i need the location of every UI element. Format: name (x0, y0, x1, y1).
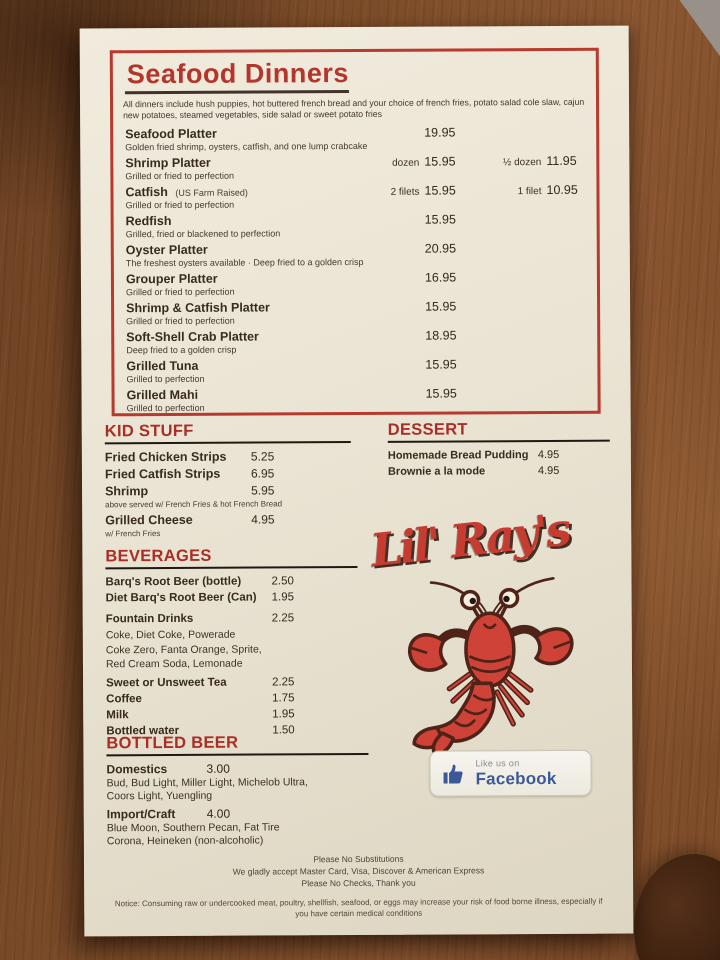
price2-label: 1 filet (517, 185, 542, 197)
item-name: Shrimp (105, 484, 149, 499)
item-price: 15.95 (424, 154, 456, 169)
menu-item (106, 674, 358, 689)
price-label: 2 filets (390, 186, 420, 198)
item-price: 15.95 (425, 357, 457, 372)
footer-line-checks: Please No Checks, Thank you (301, 877, 416, 889)
section-underline (105, 566, 357, 569)
item-name: Catfish (125, 184, 168, 199)
kid-item-list (105, 449, 351, 538)
menu-item (105, 466, 351, 482)
item-description: above served w/ French Fries & hot French Bread (105, 499, 283, 510)
menu-item (106, 590, 358, 605)
item-name: Fountain Drinks (105, 612, 194, 626)
section-title-seafood-dinners: Seafood Dinners (126, 58, 349, 90)
price-label (321, 368, 425, 369)
health-notice: Notice: Consuming raw or undercooked meat, poultry, shellfish, seafood, or eggs may increase your risk of food borne illness, especially if you have certain medical conditions (114, 896, 603, 919)
menu-page (80, 26, 634, 937)
item-name: Diet Barq's Root Beer (Can) (105, 591, 257, 605)
price-label (322, 397, 426, 398)
item-price: 4.95 (251, 512, 275, 527)
price-label (321, 252, 425, 253)
section-underline (105, 441, 351, 444)
item-description: Grilled or fried to perfection (125, 199, 235, 210)
price-label (320, 136, 424, 137)
menu-item (107, 806, 369, 847)
item-description: Golden fried shrimp, oysters, catfish, and one lump crabcake (125, 140, 368, 152)
beverage-bottom-list (106, 674, 358, 737)
item-description: The freshest oysters available · Deep fried to a golden crisp (125, 256, 364, 268)
beverage-top-list (105, 574, 357, 605)
item-price: 4.95 (537, 448, 560, 462)
menu-item (105, 449, 351, 465)
menu-item (105, 512, 351, 538)
item-name: Soft-Shell Crab Platter (126, 329, 259, 344)
section-title-beverages: BEVERAGES (105, 546, 212, 566)
menu-item (126, 298, 591, 325)
facebook-wordmark: Facebook (475, 768, 557, 789)
menu-item (127, 385, 592, 412)
item-price: 2.50 (271, 575, 294, 588)
item-name: Import/Craft (106, 806, 176, 822)
item-name: Grouper Platter (125, 271, 218, 286)
section-underline (388, 440, 610, 443)
item-price: 15.95 (425, 299, 457, 314)
logo-script-text: Lil' Ray's (368, 502, 571, 578)
item-price: 2.25 (272, 675, 295, 688)
item-name: Sweet or Unsweet Tea (106, 676, 227, 689)
menu-item (125, 124, 590, 151)
menu-item (388, 448, 610, 463)
menu-item (126, 269, 591, 296)
item-name: Shrimp & Catfish Platter (126, 300, 270, 315)
item-description: Grilled or fried to perfection (125, 170, 234, 181)
menu-item (106, 690, 358, 705)
item-name: Grilled Cheese (105, 512, 193, 528)
item-price: 3.00 (206, 761, 230, 776)
menu-item (125, 182, 590, 209)
beverages-section (105, 546, 358, 740)
item-price: 2.25 (271, 612, 295, 625)
item-price: 6.95 (250, 466, 275, 481)
item-name: Domestics (106, 761, 168, 777)
item-name: Barq's Root Beer (bottle) (105, 575, 242, 589)
item-name: Redfish (125, 213, 172, 228)
price-label (321, 281, 425, 282)
section-title-dessert: DESSERT (387, 420, 468, 439)
item-price: 15.95 (424, 183, 456, 198)
dessert-section (388, 420, 610, 481)
item-name: Seafood Platter (125, 126, 217, 141)
title-underline (125, 90, 349, 94)
price-label (321, 223, 425, 224)
item-price: 20.95 (424, 241, 457, 256)
item-name: Brownie a la mode (387, 465, 486, 478)
item-name: Fried Catfish Strips (104, 466, 221, 482)
item-price: 15.95 (424, 212, 456, 227)
item-price2: 10.95 (546, 182, 578, 197)
item-name: Oyster Platter (125, 242, 208, 257)
seafood-dinners-section (110, 48, 601, 417)
section-title-bottled-beer: BOTTLED BEER (106, 733, 239, 753)
item-price2: 11.95 (546, 153, 577, 168)
facebook-like-us-text: Like us on (475, 758, 520, 769)
item-price: 1.95 (271, 591, 295, 604)
menu-item (126, 356, 591, 383)
item-description: Grilled or fried to perfection (126, 315, 235, 326)
item-price: 1.95 (272, 707, 295, 720)
item-price: 15.95 (425, 386, 457, 401)
restaurant-logo (368, 492, 627, 751)
item-price: 18.95 (425, 328, 457, 343)
menu-item-fountain-drinks (106, 611, 358, 626)
fountain-drinks-flavors: Coke, Diet Coke, Powerade Coke Zero, Fanta Orange, Sprite, Red Cream Soda, Lemonade (105, 628, 262, 671)
beer-brands: Bud, Bud Light, Miller Light, Michelob Ultra, Coors Light, Yuengling (106, 776, 308, 802)
kid-stuff-section (105, 421, 352, 542)
item-price: 5.95 (251, 483, 275, 498)
seafood-intro-text: All dinners include hush puppies, hot buttered french bread and your choice of french fries, potato salad cole slaw, cajun new potatoes, steamed vegetables, side salad or sweet potato fries (122, 96, 585, 121)
item-description: Grilled or fried to perfection (125, 286, 235, 297)
item-name: Coffee (106, 692, 142, 705)
item-price: 4.95 (537, 464, 560, 478)
price-label (321, 310, 425, 311)
item-price: 19.95 (424, 125, 456, 140)
footer-line-substitutions: Please No Substitutions (313, 853, 404, 865)
beer-group-list (106, 761, 368, 847)
menu-item (125, 153, 590, 180)
item-name: Shrimp Platter (125, 155, 211, 170)
item-description: Grilled to perfection (126, 402, 205, 413)
dessert-item-list (388, 448, 610, 479)
item-description: Deep fried to a golden crisp (126, 344, 237, 355)
menu-item (105, 483, 351, 509)
menu-footer (84, 852, 633, 921)
item-name: Bottled water (106, 724, 180, 737)
price-label (321, 339, 425, 340)
item-name: Homemade Bread Pudding (387, 449, 529, 462)
crawfish-icon (396, 566, 583, 753)
facebook-badge (429, 750, 591, 797)
footer-line-cards: We gladly accept Master Card, Visa, Discover & American Express (232, 865, 485, 877)
section-title-kid-stuff: KID STUFF (104, 421, 194, 441)
menu-item (126, 327, 591, 354)
price-label: dozen (392, 157, 420, 169)
item-name: Fried Chicken Strips (104, 449, 227, 465)
item-name: Grilled Tuna (126, 358, 199, 373)
item-price: 1.50 (272, 723, 295, 736)
menu-item (388, 464, 610, 479)
menu-item (105, 574, 357, 589)
menu-item (126, 240, 591, 267)
section-underline (106, 753, 368, 756)
bottled-beer-section (106, 733, 369, 852)
item-price: 1.75 (272, 691, 295, 704)
item-note: (US Farm Raised) (175, 187, 248, 198)
floor-corner (674, 0, 720, 74)
menu-item (106, 706, 358, 721)
item-price: 5.25 (250, 449, 275, 464)
item-name: Grilled Mahi (126, 387, 199, 402)
item-description: Grilled to perfection (126, 373, 205, 384)
item-price: 16.95 (424, 270, 457, 285)
item-description: Grilled, fried or blackened to perfection (125, 228, 281, 239)
item-name: Milk (106, 708, 129, 721)
chair-shadow (634, 854, 720, 960)
thumbs-up-icon (440, 760, 466, 786)
price2-label: ½ dozen (502, 156, 542, 168)
item-price: 4.00 (206, 806, 231, 821)
menu-item (126, 211, 591, 238)
menu-item (106, 761, 368, 802)
item-description: w/ French Fries (105, 529, 161, 539)
beer-brands: Blue Moon, Southern Pecan, Fat Tire Corona, Heineken (non-alcoholic) (106, 821, 280, 847)
seafood-item-list (119, 124, 591, 412)
